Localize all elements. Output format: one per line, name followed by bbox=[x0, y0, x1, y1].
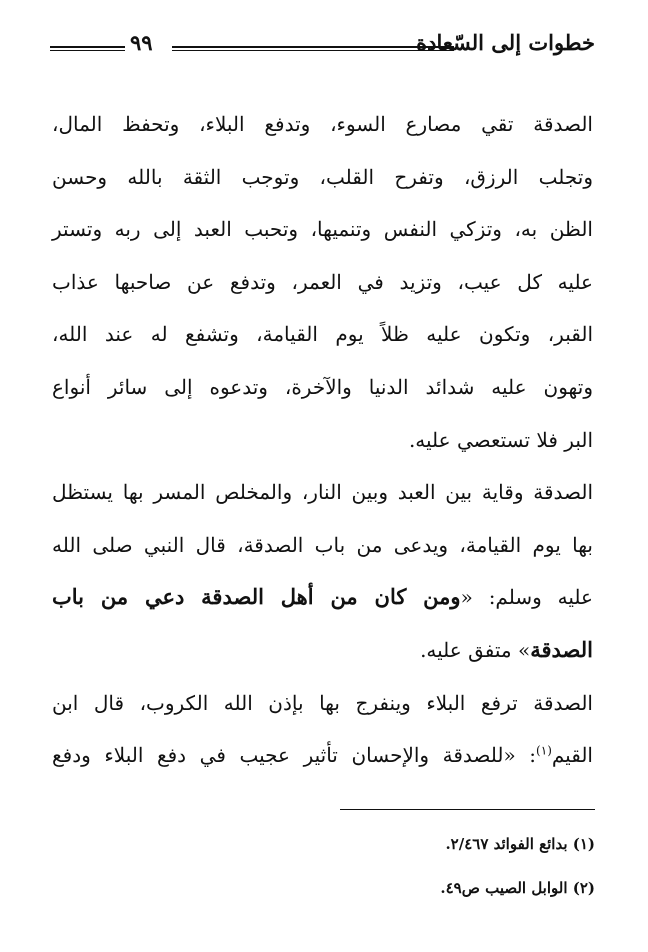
footnote-separator bbox=[340, 809, 595, 810]
paragraph-end-line: البر فلا تستعصي عليه. bbox=[408, 427, 593, 452]
text-line: الصدقة ترفع البلاء وينفرج بها بإذن الله الكروب، قال ابن bbox=[52, 690, 593, 715]
text-line: بها يوم القيامة، ويدعى من باب الصدقة، قال النبي صلى الله bbox=[52, 532, 593, 557]
footnote-item: (١) بدائع الفوائد ٢/٤٦٧. bbox=[445, 835, 595, 853]
footnote-item: (٢) الوابل الصيب ص٤٩. bbox=[440, 879, 595, 897]
text-line: القبر، وتكون عليه ظلاً يوم القيامة، وتشفع له عند الله، bbox=[52, 322, 593, 347]
text-line: الصدقة تقي مصارع السوء، وتدفع البلاء، وتحفظ المال، bbox=[52, 112, 593, 136]
hadith-quote: ومن كان من أهل الصدقة دعي من باب bbox=[52, 584, 461, 610]
header-rule-middle bbox=[172, 46, 454, 48]
page-header bbox=[50, 30, 595, 64]
text-span: عليه وسلم: « bbox=[460, 585, 593, 610]
hadith-line bbox=[52, 571, 593, 624]
text-line: وتهون عليه شدائد الدنيا والآخرة، وتدعوه إلى سائر أنواع bbox=[52, 374, 593, 399]
text-span: » متفق عليه. bbox=[420, 637, 531, 662]
text-span: القيم bbox=[551, 743, 593, 768]
text-line bbox=[52, 729, 593, 782]
main-text bbox=[52, 98, 593, 782]
footnotes bbox=[440, 830, 595, 918]
text-line: الظن به، وتزكي النفس وتنميها، وتحبب العبد إلى ربه وتستر bbox=[52, 217, 593, 242]
header-rule-middle-thin bbox=[172, 50, 454, 51]
text-line: وتجلب الرزق، وتفرح القلب، وتوجب الثقة بالله وحسن bbox=[52, 164, 593, 189]
running-title: خطوات إلى السّعادة bbox=[416, 30, 595, 55]
page-number: ٩٩ bbox=[130, 30, 153, 55]
footnote-marker: (١) bbox=[536, 743, 552, 758]
text-line: الصدقة وقاية بين العبد وبين النار، والمخلص المسر بها يستظل bbox=[52, 480, 593, 505]
header-rule-left bbox=[50, 46, 125, 48]
header-rule-left-thin bbox=[50, 50, 125, 51]
text-line: عليه كل عيب، وتزيد في العمر، وتدفع عن صاحبها عذاب bbox=[52, 269, 593, 294]
text-span: : «للصدقة والإحسان تأثير عجيب في دفع البلاء ودفع bbox=[52, 743, 537, 768]
hadith-end-line bbox=[52, 624, 593, 677]
hadith-quote-end: الصدقة bbox=[530, 636, 593, 662]
